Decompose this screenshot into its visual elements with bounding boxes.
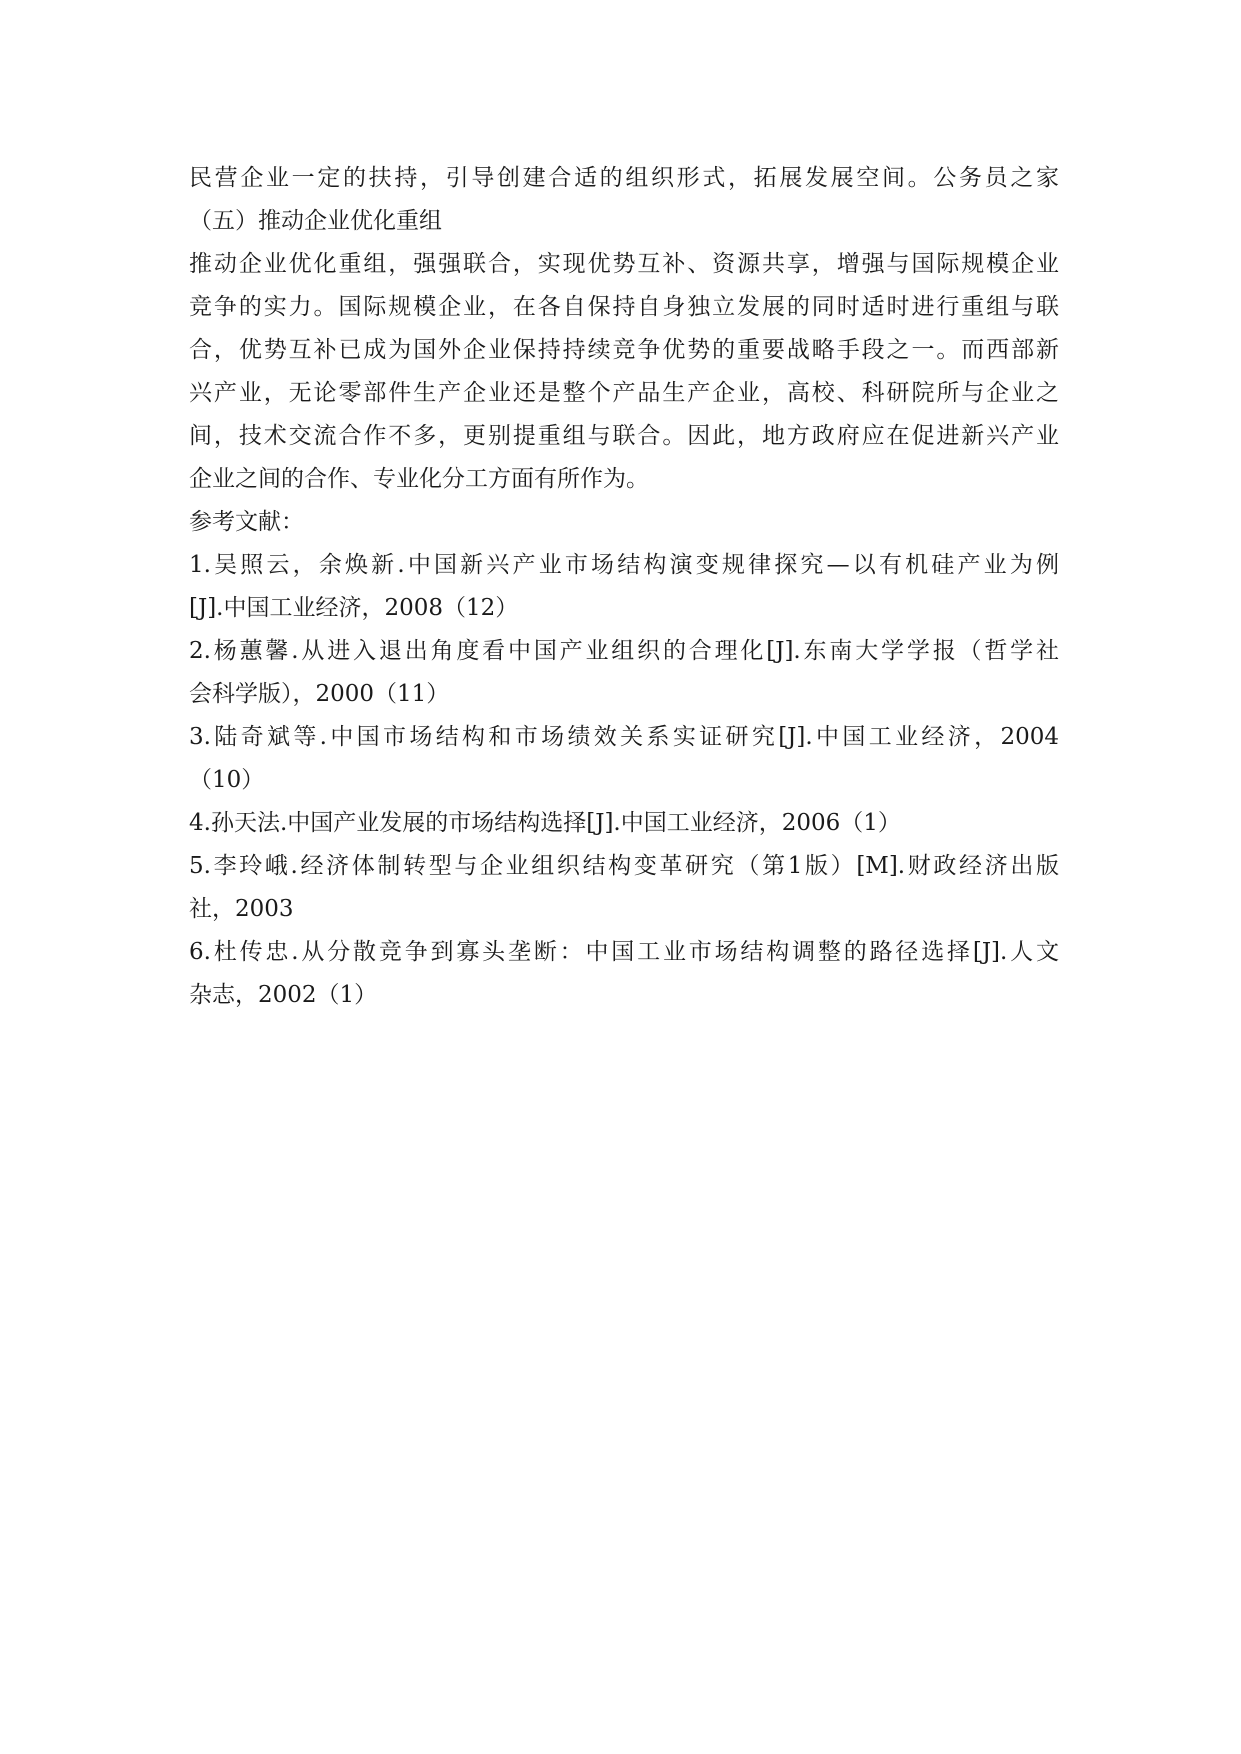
paragraph-line: 推动企业优化重组，强强联合，实现优势互补、资源共享，增强与国际规模企业	[189, 251, 1059, 277]
reference-item-continuation: 杂志，2002（1）	[189, 982, 378, 1008]
reference-item: 5.李玲峨.经济体制转型与企业组织结构变革研究（第1版）[M].财政经济出版	[189, 853, 1059, 879]
paragraph-line: 企业之间的合作、专业化分工方面有所作为。	[189, 466, 649, 492]
references-heading: 参考文献：	[189, 509, 304, 535]
reference-item-continuation: 会科学版），2000（11）	[189, 681, 450, 707]
document-body	[189, 157, 1059, 1017]
paragraph-line: 间，技术交流合作不多，更别提重组与联合。因此，地方政府应在促进新兴产业	[189, 423, 1059, 449]
reference-item-continuation: [J].中国工业经济，2008（12）	[189, 595, 519, 621]
paragraph-line: 合，优势互补已成为国外企业保持持续竞争优势的重要战略手段之一。而西部新	[189, 337, 1059, 363]
reference-item: 1.吴照云，余焕新.中国新兴产业市场结构演变规律探究—以有机硅产业为例	[189, 552, 1059, 578]
paragraph-line: 兴产业，无论零部件生产企业还是整个产品生产企业，高校、科研院所与企业之	[189, 380, 1059, 406]
reference-item: 4.孙天法.中国产业发展的市场结构选择[J].中国工业经济，2006（1）	[189, 810, 901, 836]
reference-item: 3.陆奇斌等.中国市场结构和市场绩效关系实证研究[J].中国工业经济，2004	[189, 724, 1059, 750]
reference-item: 2.杨蕙馨.从进入退出角度看中国产业组织的合理化[J].东南大学学报（哲学社	[189, 638, 1059, 664]
section-heading: （五）推动企业优化重组	[189, 208, 442, 234]
reference-item-continuation: （10）	[189, 767, 265, 793]
reference-item-continuation: 社，2003	[189, 896, 294, 922]
reference-item: 6.杜传忠.从分散竞争到寡头垄断：中国工业市场结构调整的路径选择[J].人文	[189, 939, 1059, 965]
paragraph-line: 民营企业一定的扶持，引导创建合适的组织形式，拓展发展空间。公务员之家	[189, 165, 1059, 191]
paragraph-line: 竞争的实力。国际规模企业，在各自保持自身独立发展的同时适时进行重组与联	[189, 294, 1059, 320]
